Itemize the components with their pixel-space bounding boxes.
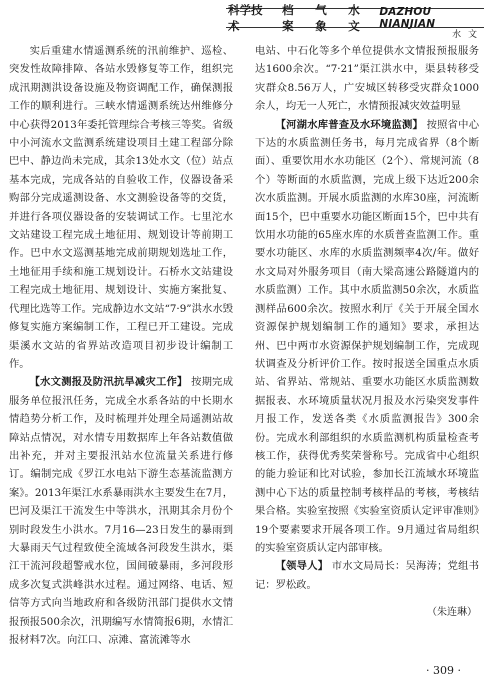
paragraph-water-quality-body: 按照省中心下达的水质监测任务书，每月完成省界（8个断面）、重要饮用水水功能区（2个）、常规河流（8个）等断面的水质监测，完成上级下达近200余次水质监测。开展水质监测的水库30座，河流断面15个，巴中重要水功能区断面15个，巴中共有饮用水功能的65座水库的水质普查监测工作。重要水功能区、水库的水质监测频率4次/年。做好水文局对外服务项目（南大梁高速公路隧道内的水质监测）工作。其中水质监测50余次，水质监测样品600余次。按照水利厅《关于开展全国水资源保护规划编制工作的通知》要求，承担达州、巴中两市水资源保护规划编制工作，完成现状调查及分析评价工作。按时报送全国重点水质站、省界站、常规站、重要水功能区水质监测数据报表、水环境质量状况月报及水污染突发事件月报工作，发送各类《水质监测报告》300余份。完成水利部组织的水质监测机构质量检查考核工作，获得优秀奖荣誉称号。完成省中心组织的能力验证和比对试验，参加长江流域水环境监测中心下达的质量控制考核样品的考核，考核结果合格。实验室按照《实验室资质认定评审准则》19个要素要求开展各项工作。9月通过省局组织的实验室资质认定内部审核。 <box>255 118 480 554</box>
paragraph-repair-construction: 实后重建水情遥测系统的汛前维护、巡检、突发性故障排障、各站水毁修复等工作，组织完成汛期测洪设备设施及物资调配工作，确保测报工作的顺利进行。三峡水情遥测系统达州维修分中心获得2013年委托管理综合考核三等奖。省级中小河流水文监测系统建设项目土建工程部分除巴中、静边尚未完成，其余13处水文（位）站点基本完成，完成各站的自验收工作，仪器设备采购部分完成遥测设备、水文测验设备等的交货，并进行各项仪器设备的安装调试工作。七里沱水文站建设工程完成土地征用、规划设计等前期工作。巴中水文巡测基地完成前期规划选址工作，土地征用手续和施工规划设计。石桥水文站建设工程完成土地征用、规划设计、实施方案批复、代理比选等工作。完成静边水文站“7·9”洪水水毁修复实施方案编制工作，工程已开工建设。完成渠溪水文站的省界站改造项目初步设计编制工作。 <box>9 45 233 370</box>
header-category-hydrology: 水文 <box>348 3 360 33</box>
header-category-archives: 档案 <box>282 3 294 33</box>
paragraph-flood-reporting <box>9 373 233 649</box>
page-number: · 309 · <box>426 664 461 677</box>
section-heading-leaders: 【领导人】 <box>275 560 329 573</box>
left-column <box>9 42 233 649</box>
paragraph-leaders-body: 市水文局局长：吴海涛；党组书记：罗松政。 <box>255 560 480 591</box>
header-brand: DAZHOU NIANJIAN <box>379 6 436 30</box>
page-header <box>0 0 491 40</box>
section-heading-flood: 【水文测报及防汛抗旱减灾工作】 <box>29 376 188 389</box>
author-credit: （朱连琳） <box>427 607 477 619</box>
section-heading-water-quality: 【河湖水库普查及水环境监测】 <box>275 118 424 131</box>
header-category-science: 科学技术 <box>228 3 263 33</box>
paragraph-flood-body: 按期完成服务单位报汛任务，完成全水系各站的中长期水情趋势分析工作，及时梳理并处理全局遥测站故障站点情况，对水情专用数据库上年各站数值做出补充，并对主要报汛站水位流量关系进行修订。编制完成《罗江水电站下游生态基流监测方案》。2013年渠江水系暴雨洪水主要发生在7月，巴河及渠江干流发生中等洪水，汛期其余月份个别时段发生小洪水。7月16—23日发生的暴雨到大暴雨天气过程致使全流域各河段发生洪水，渠江干流河段超警戒水位，国间破暴雨，多河段形成多次复式洪峰洪水过程。通过网络、电话、短信等方式向当地政府和各级防汛部门提供水文情报预报500余次，汛期编写水情简报6期，水情汇报材料7次。向江口、凉滩、富流滩等水 <box>9 376 234 646</box>
header-category-meteorology: 气象 <box>315 3 327 33</box>
paragraph-continuation: 电站、中石化等多个单位提供水文情报预报服务达1600余次。“7·21”渠江洪水中，渠县转移受灾群众8.56万人，广安城区转移受灾群众1000余人，均无一人死亡，水情预报减灾效益明显 <box>255 45 479 113</box>
section-label: 水 文 <box>452 30 479 40</box>
paragraph-leaders <box>255 557 479 594</box>
paragraph-water-quality <box>255 116 479 558</box>
header-categories <box>226 2 369 34</box>
header-bar <box>226 3 484 33</box>
right-column <box>255 42 479 623</box>
